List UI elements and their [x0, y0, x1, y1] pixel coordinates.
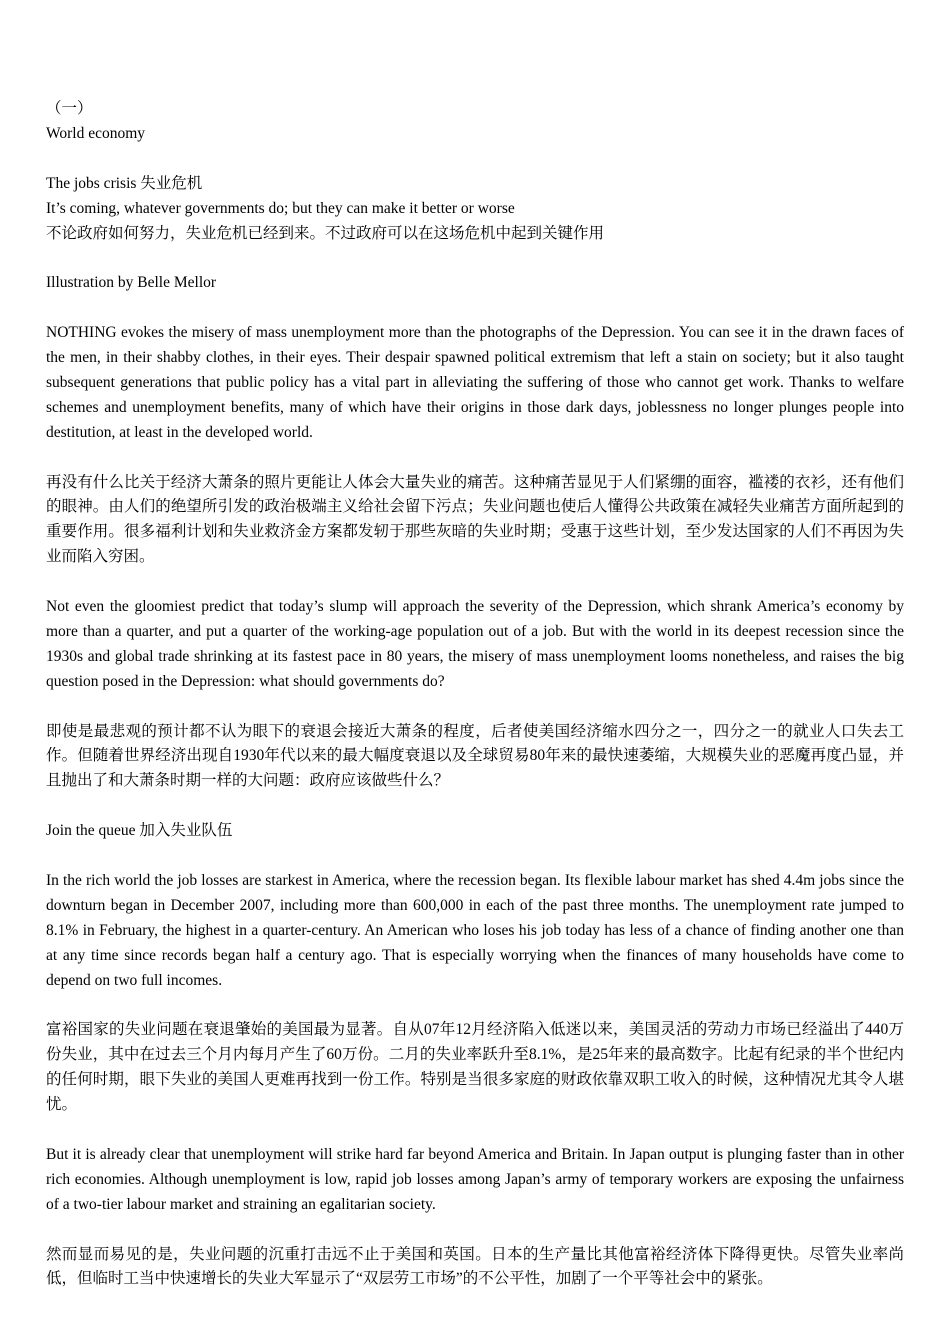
paragraph-english: Not even the gloomiest predict that today’s slump will approach the severity of the Depression, which shrank America’s economy by more than a quarter, and put a quarter of the working-age population out of a job. But with the world in its deepest recession since the 1930s and global trade shrinking at its fastest pace in 80 years, the misery of mass unemployment looms nonetheless, and raises the big question posed in the Depression: what should governments do? [46, 598, 904, 690]
article-title: The jobs crisis 失业危机 [46, 174, 203, 192]
paragraph-chinese: 再没有什么比关于经济大萧条的照片更能让人体会大量失业的痛苦。这种痛苦显见于人们紧绷的面容，褴褛的衣衫，还有他们的眼神。由人们的绝望所引发的政治极端主义给社会留下污点；失业问题也使后人懂得公共政策在减轻失业痛苦方面所起到的重要作用。很多福利计划和失业救济金方案都发轫于那些灰暗的失业时期；受惠于这些计划，至少发达国家的人们不再因为失业而陷入穷困。 [46, 473, 904, 566]
illustration-credit: Illustration by Belle Mellor [46, 274, 217, 292]
section-heading: Join the queue 加入失业队伍 [46, 822, 233, 840]
spacer [46, 794, 904, 819]
spacer [46, 1218, 904, 1243]
spacer [46, 570, 904, 595]
spacer [46, 147, 904, 172]
paragraph-chinese: 富裕国家的失业问题在衰退肇始的美国最为显著。自从07年12月经济陷入低迷以来，美国灵活的劳动力市场已经溢出了440万份失业，其中在过去三个月内每月产生了60万份。二月的失业率跃升至8.1%，是25年来的最高数字。比起有纪录的半个世纪内的任何时期，眼下失业的美国人更难再找到一份工作。特别是当很多家庭的财政依靠双职工收入的时候，这种情况尤其令人堪忧。 [46, 1021, 904, 1114]
spacer [46, 246, 904, 271]
spacer [46, 446, 904, 471]
subtitle-english: It’s coming, whatever governments do; but they can make it better or worse [46, 199, 515, 217]
spacer [46, 844, 904, 869]
spacer [46, 1118, 904, 1143]
paragraph-chinese: 即使是最悲观的预计都不认为眼下的衰退会接近大萧条的程度，后者使美国经济缩水四分之一，四分之一的就业人口失去工作。但随着世界经济出现自1930年代以来的最大幅度衰退以及全球贸易80年来的最快速萎缩，大规模失业的恶魔再度凸显，并且抛出了和大萧条时期一样的大问题：政府应该做些什么？ [46, 722, 904, 790]
section-marker: （一） [46, 100, 93, 117]
paragraph-english: NOTHING evokes the misery of mass unemployment more than the photographs of the Depression. You can see it in the drawn faces of the men, in their shabby clothes, in their eyes. Their despair spawned political extremism that left a stain on society; but it also taught subsequent generations that public policy has a vital part in alleviating the suffering of those who cannot get work. Thanks to welfare schemes and unemployment benefits, many of which have their origins in those dark days, joblessness no longer plunges people into destitution, at least in the developed world. [46, 324, 904, 441]
paragraph-english: But it is already clear that unemployment will strike hard far beyond America and Britain. In Japan output is plunging faster than in other rich economies. Although unemployment is low, rapid job losses among Japan’s army of temporary workers are exposing the unfairness of a two-tier labour market and straining an egalitarian society. [46, 1145, 904, 1213]
spacer [46, 994, 904, 1019]
paragraph-chinese: 然而显而易见的是，失业问题的沉重打击远不止于美国和英国。日本的生产量比其他富裕经济体下降得更快。尽管失业率尚低，但临时工当中快速增长的失业大军显示了“双层劳工市场”的不公平性，加剧了一个平等社会中的紧张。 [46, 1245, 904, 1288]
spacer [46, 695, 904, 720]
paragraph-english: In the rich world the job losses are starkest in America, where the recession began. Its flexible labour market has shed 4.4m jobs since the downturn began in December 2007, including more than 600,000 in each of the past three months. The unemployment rate jumped to 8.1% in February, the highest in a quarter-century. An American who loses his job today has less of a chance of finding another one than at any time since records began half a century ago. That is especially worrying when the finances of many households have come to depend on two full incomes. [46, 871, 904, 989]
spacer [46, 296, 904, 321]
subtitle-chinese: 不论政府如何努力，失业危机已经到来。不过政府可以在这场危机中起到关键作用 [46, 224, 605, 242]
document-page [46, 97, 904, 1292]
section-title: World economy [46, 124, 146, 142]
